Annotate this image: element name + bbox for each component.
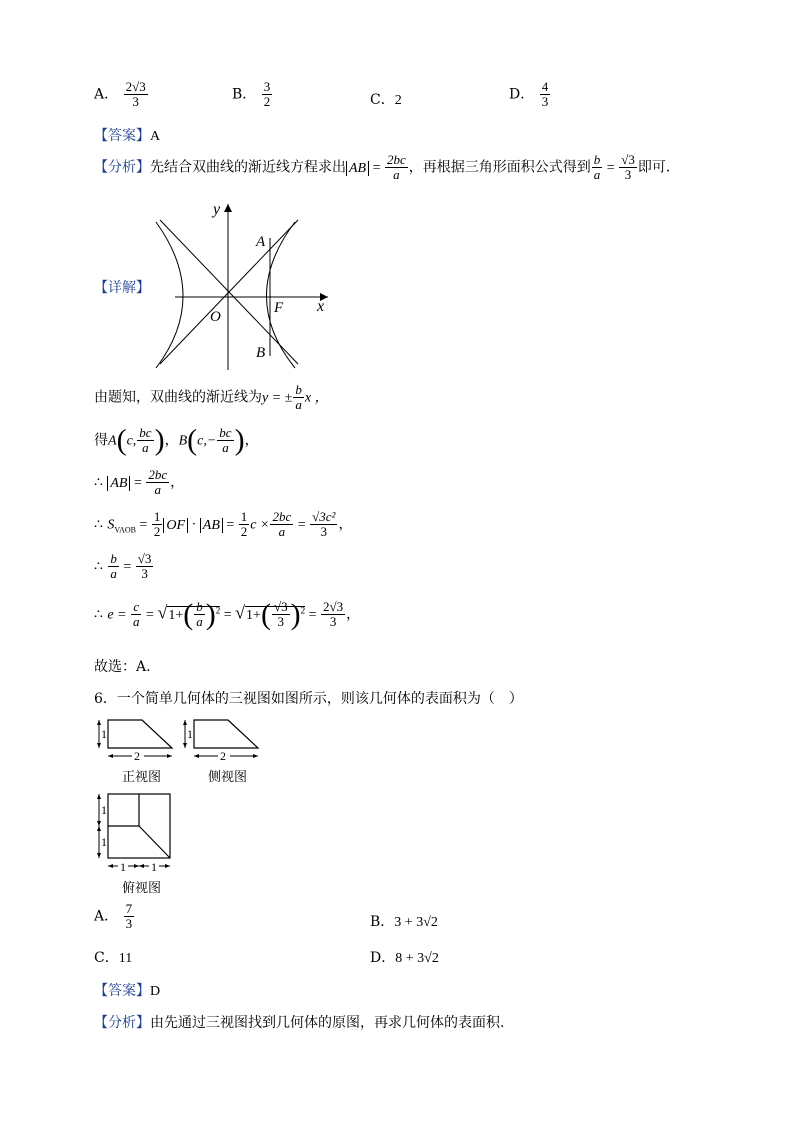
detail-line-3: ∴ AB = $\frac{2bc}{a}$ ，	[94, 467, 185, 497]
detail-line-4: ∴ $S_{VAOB}$ = $\frac{1}{2}$ OF · AB = $\frac{1}{2}$ c × $\frac{2bc}{a}$ = $\frac{\text{√3c²}}{3}$ ，	[94, 509, 353, 539]
q6-answer: 【答案】D	[94, 983, 161, 999]
svg-text:1: 1	[187, 727, 193, 741]
svg-text:1: 1	[101, 835, 107, 849]
label-o: O	[210, 309, 221, 325]
right-branch	[267, 222, 296, 368]
label-b: B	[256, 345, 266, 361]
label-x: x	[317, 298, 325, 315]
svg-text:2: 2	[220, 749, 226, 763]
svg-text:2: 2	[134, 749, 140, 763]
q5-detail-tag: 【详解】	[94, 280, 150, 296]
detail-line-6: ∴ e = $\frac{c}{a}$ = √1+( $\frac{b}{a}$ )$^2$ = √1+( $\frac{√3}{3}$ )$^2$ = $\frac{2√3}{3}$ ，	[94, 597, 361, 631]
label-y: y	[213, 201, 221, 218]
q6-option-d: D．8 + 3√2	[370, 950, 439, 966]
q5-option-b: B． $\frac{3}{2}$	[232, 79, 271, 109]
q6-option-a: A． $\frac{7}{3}$	[94, 901, 133, 931]
q5-analysis: 【分析】先结合双曲线的渐近线方程求出 AB = $\frac{2bc}{a}$ ，再根据三角形面积公式得到 $\frac{b}{a}$ = $\frac{√3}{3}$ 即可.	[94, 152, 671, 182]
y-axis-arrow-icon	[224, 204, 232, 212]
q6-analysis: 【分析】由先通过三视图找到几何体的原图，再求几何体的表面积.	[94, 1015, 505, 1031]
q5-choose: 故选：A.	[94, 659, 151, 675]
detail-line-1: 由题知，双曲线的渐近线为y = ± $\frac{b}{a}$ x ，	[94, 382, 329, 412]
q6-option-b: B．3 + 3√2	[370, 914, 438, 930]
svg-text:1: 1	[101, 803, 107, 817]
side-view	[180, 716, 270, 764]
detail-line-5: ∴ $\frac{b}{a}$ = $\frac{√3}{3}$	[94, 551, 152, 581]
hyperbola-graph	[150, 198, 340, 373]
front-view-label: 正视图	[122, 770, 162, 785]
top-view-label: 俯视图	[122, 881, 162, 896]
q6-option-c: C．11	[94, 950, 133, 966]
svg-text:1: 1	[151, 860, 157, 874]
label-f: F	[274, 300, 284, 316]
q6-stem: 6．一个简单几何体的三视图如图所示，则该几何体的表面积为（ ）	[94, 691, 523, 707]
q5-option-d: D． $\frac{4}{3}$	[509, 79, 549, 109]
q5-answer: 【答案】A	[94, 128, 161, 144]
side-view-label: 侧视图	[208, 770, 248, 785]
svg-text:1: 1	[101, 727, 107, 741]
detail-line-2: 得A(c, $\frac{bc}{a}$ )，B(c,− $\frac{bc}{a}$ )，	[94, 423, 259, 457]
label-a: A	[256, 234, 266, 250]
q5-option-a: A． $\frac{2√3}{3}$	[94, 79, 146, 109]
front-view	[94, 716, 184, 764]
left-branch	[156, 222, 183, 368]
top-view	[94, 790, 178, 874]
q5-option-c: C．2	[370, 92, 402, 108]
svg-text:1: 1	[120, 860, 126, 874]
